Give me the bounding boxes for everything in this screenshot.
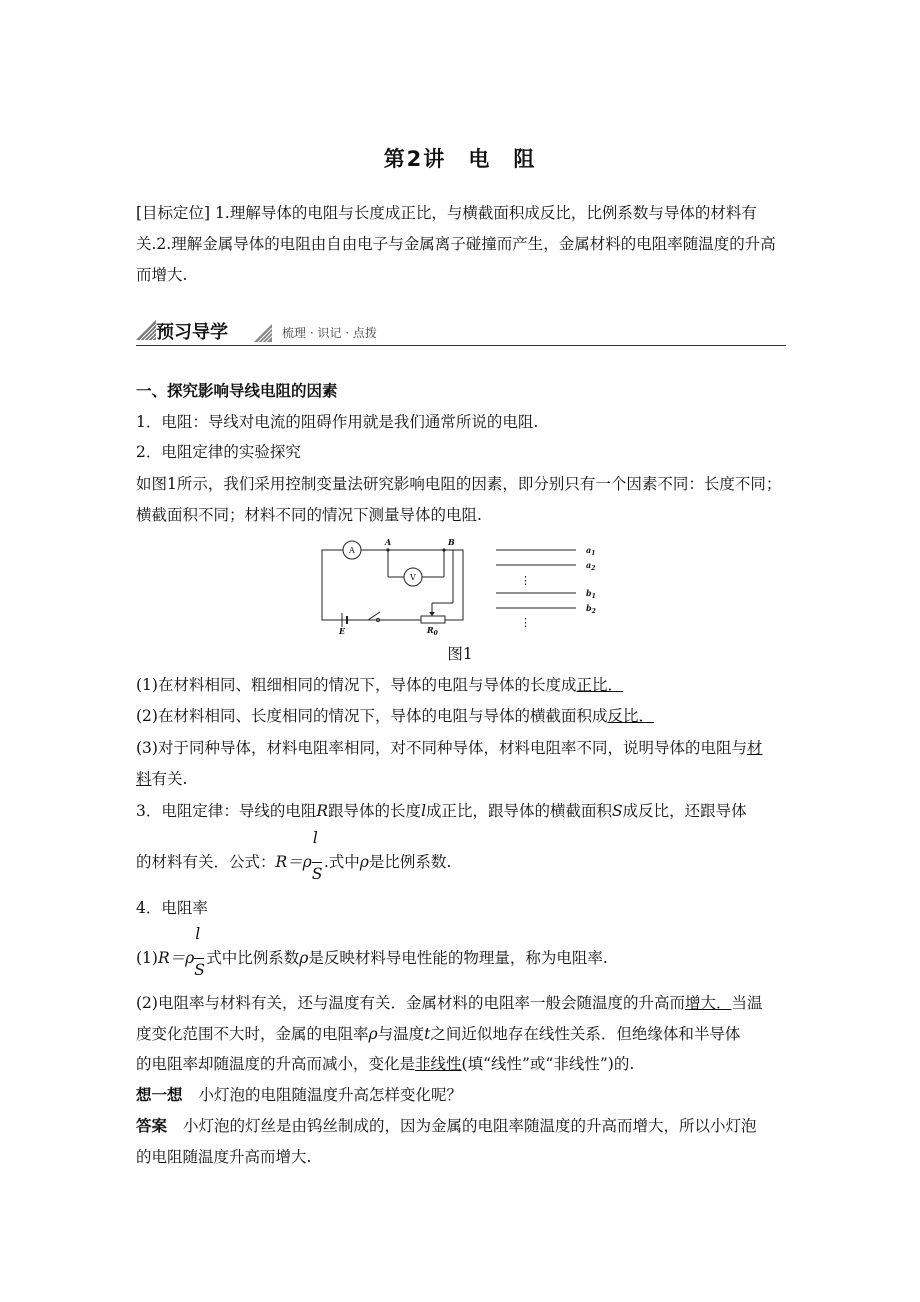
answer-blank-3b: 料	[136, 770, 152, 788]
heading-1: 一、探究影响导线电阻的因素	[136, 382, 338, 400]
wire-b1-label: $b_1$	[586, 588, 596, 600]
answer-blank-4: 增大．	[684, 994, 732, 1012]
item-3-line-2: 的材料有关．公式：R＝ρ $\frac{l}{S}$ .式中ρ是比例系数.	[136, 829, 452, 883]
dots-lower: ⋮	[520, 616, 531, 629]
answer-blank-3a: 材	[746, 739, 763, 757]
point-4-1: (1)R＝ρ $\frac{l}{S}$ 式中比例系数ρ是反映材料导电性能的物理量，称为电阻率.	[136, 925, 608, 979]
hatch-right-icon	[254, 324, 272, 342]
point-4-2-line-3: 的电阻率却随温度的升高而减小，变化是非线性(填“线性”或“非线性”)的.	[136, 1055, 635, 1073]
point-b-label: B	[448, 537, 455, 547]
title-word-2: 阻	[513, 147, 537, 171]
circuit-diagram	[318, 535, 618, 635]
section-subtitle: 梳理 · 识记 · 点拨	[282, 326, 377, 340]
wire-b2-label: $b_2$	[586, 603, 596, 615]
battery-label: E	[339, 626, 346, 635]
think-question: 想一想 小灯泡的电阻随温度升高怎样变化呢？	[136, 1086, 463, 1104]
point-4-2-line-2: 度变化范围不大时，金属的电阻率ρ与温度t之间近似地存在线性关系．但绝缘体和半导体	[136, 1025, 741, 1043]
section-header	[136, 318, 786, 348]
wire-a2-label: $a_2$	[586, 560, 596, 572]
answer-line-2: 的电阻随温度升高而增大.	[136, 1148, 312, 1166]
figure-caption: 图1	[447, 645, 473, 663]
answer-blank-2: 反比．	[607, 707, 654, 725]
objective-label: [目标定位]	[136, 204, 211, 222]
section-title: 预习导学	[156, 322, 228, 343]
item-3-line-1: 3．电阻定律：导线的电阻R跟导体的长度l成正比，跟导体的横截面积S成反比，还跟导体	[136, 802, 747, 820]
item-4: 4．电阻率	[136, 899, 208, 917]
formula-resistivity: R＝ρ $\frac{l}{S}$	[157, 925, 205, 979]
rheostat-label: $R_0$	[427, 625, 438, 635]
voltmeter-label: V	[410, 573, 416, 582]
item-2: 2．电阻定律的实验探究	[136, 443, 301, 461]
item-1: 1．电阻：导线对电流的阻碍作用就是我们通常所说的电阻.	[136, 413, 539, 431]
answer-label: 答案	[136, 1117, 168, 1135]
page-title	[0, 143, 920, 173]
answer-line-1: 答案 小灯泡的灯丝是由钨丝制成的，因为金属的电阻率随温度的升高而增大，所以小灯泡	[136, 1117, 757, 1135]
think-label: 想一想	[136, 1086, 183, 1104]
section-rule	[136, 345, 786, 346]
point-1: (1)在材料相同、粗细相同的情况下，导体的电阻与导体的长度成正比．	[136, 676, 623, 694]
point-3-line-2: 料有关.	[136, 770, 188, 788]
objective-text: 1.理解导体的电阻与长度成正比，与横截面积成反比，比例系数与导体的材料有关.2.理解金属导体的电阻由自由电子与金属离子碰撞而产生，金属材料的电阻率随温度的升高而增大.	[136, 204, 776, 284]
ammeter-label: A	[349, 546, 355, 555]
answer-blank-1: 正比．	[576, 676, 623, 694]
formula-resistance: R＝ρ $\frac{l}{S}$	[275, 829, 323, 883]
answer-blank-5: 非线性	[415, 1055, 462, 1073]
hatch-left-icon	[136, 320, 156, 342]
point-2: (2)在材料相同、长度相同的情况下，导体的电阻与导体的横截面积成反比．	[136, 707, 654, 725]
dots-upper: ⋮	[520, 574, 531, 587]
title-lesson: 第2讲	[383, 147, 447, 171]
point-a-label: A	[385, 537, 392, 547]
point-3-line-1: (3)对于同种导体，材料电阻率相同，对不同种导体，材料电阻率不同，说明导体的电阻与材	[136, 739, 763, 757]
objective-paragraph	[136, 198, 786, 291]
wire-a1-label: $a_1$	[586, 545, 596, 557]
point-4-2-line-1: (2)电阻率与材料有关，还与温度有关．金属材料的电阻率一般会随温度的升高而增大．当温	[136, 994, 763, 1012]
title-word-1: 电	[468, 147, 492, 171]
intro-paragraph: 如图1所示，我们采用控制变量法研究影响电阻的因素，即分别只有一个因素不同：长度不同；横截面积不同；材料不同的情况下测量导体的电阻.	[136, 475, 782, 524]
